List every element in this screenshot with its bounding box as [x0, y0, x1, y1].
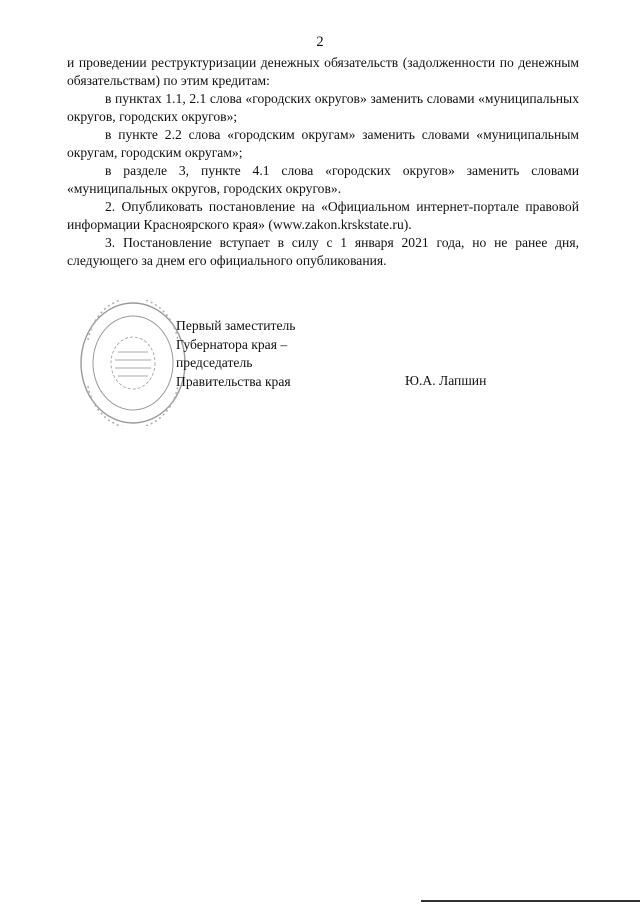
signer-title-line-3: председатель [176, 355, 253, 370]
paragraph-3: в пункте 2.2 слова «городским округам» заменить словами «муниципальным округам, городским округам»; [67, 127, 579, 160]
signer-title-line-1: Первый заместитель [176, 318, 296, 333]
footer-divider [421, 900, 640, 902]
official-seal-icon [78, 300, 188, 426]
page-number: 2 [316, 34, 324, 50]
signer-title-line-2: Губернатора края – [176, 336, 288, 352]
paragraph-5: 2. Опубликовать постановление на «Официальном интернет-портале правовой информации Красноярского края» (www.zakon.krskstate.ru). [67, 199, 579, 232]
signature-block [176, 317, 576, 391]
signer-name: Ю.А. Лапшин [405, 373, 487, 388]
document-body [67, 54, 579, 270]
paragraph-1: и проведении реструктуризации денежных обязательств (задолженности по денежным обязательствам) по этим кредитам: [67, 55, 579, 88]
signer-title-line-4: Правительства края [176, 373, 291, 389]
paragraph-4: в разделе 3, пункте 4.1 слова «городских округов» заменить словами «муниципальных округов, городских округов». [67, 163, 579, 196]
paragraph-2: в пунктах 1.1, 2.1 слова «городских округов» заменить словами «муниципальных округов, городских округов»; [67, 91, 579, 124]
paragraph-6: 3. Постановление вступает в силу с 1 января 2021 года, но не ранее дня, следующего за днем его официального опубликования. [67, 235, 579, 268]
